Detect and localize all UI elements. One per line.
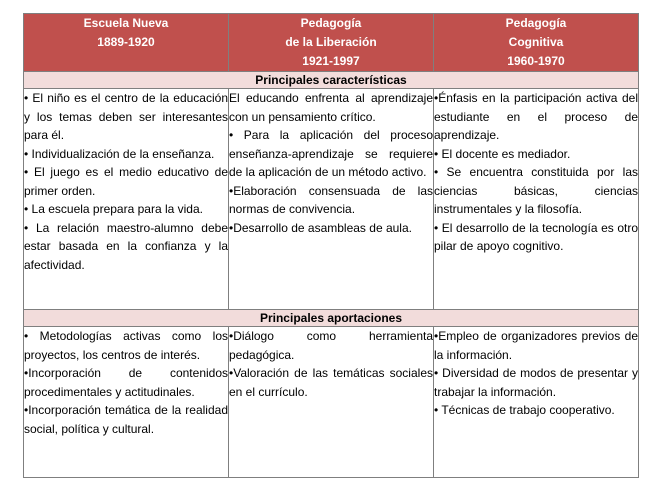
section-title-characteristics: Principales características	[24, 72, 639, 89]
column-header-title: Pedagogía	[300, 16, 362, 30]
column-header-years: 1960-1970	[507, 54, 565, 68]
list-item: El educando enfrenta al aprendizaje con un pensamiento crítico.	[229, 91, 433, 124]
list-item: •Valoración de las temáticas sociales en el currículo.	[229, 366, 433, 399]
column-header-title: Escuela Nueva	[83, 16, 169, 30]
characteristics-row	[24, 89, 639, 310]
contributions-cell-liberacion	[229, 327, 434, 478]
list-item: •Diálogo como herramienta pedagógica.	[229, 329, 433, 362]
list-item: •Empleo de organizadores previos de la información.	[434, 329, 638, 362]
list-item: • Se encuentra constituida por las ciencias básicas, ciencias instrumentales y la filosofía.	[434, 165, 638, 216]
list-item: • El niño es el centro de la educación y los temas deben ser interesantes para él.	[24, 91, 228, 142]
list-item: • Diversidad de modos de presentar y trabajar la información.	[434, 366, 638, 399]
column-header-pedagogia-cognitiva	[434, 14, 639, 72]
list-item: •Énfasis en la participación activa del estudiante en el proceso de aprendizaje.	[434, 91, 638, 142]
list-item: • El juego es el medio educativo de primer orden.	[24, 165, 228, 198]
characteristics-cell-escuela-nueva	[24, 89, 229, 310]
column-header-pedagogia-liberacion	[229, 14, 434, 72]
section-title-contributions: Principales aportaciones	[24, 310, 639, 327]
list-item: •Incorporación temática de la realidad social, política y cultural.	[24, 403, 228, 436]
column-header-years: 1921-1997	[302, 54, 360, 68]
list-item: • La escuela prepara para la vida.	[24, 202, 203, 216]
list-item: •Elaboración consensuada de las normas de convivencia.	[229, 183, 433, 216]
list-item: •Desarrollo de asambleas de aula.	[229, 220, 412, 235]
column-header-subtitle: de la Liberación	[285, 35, 377, 49]
characteristics-cell-liberacion	[229, 89, 434, 310]
contributions-cell-escuela-nueva	[24, 327, 229, 478]
list-item: • El desarrollo de la tecnología es otro pilar de apoyo cognitivo.	[434, 220, 638, 253]
list-item: • Individualización de la enseñanza.	[24, 146, 215, 161]
column-header-subtitle: Cognitiva	[508, 35, 564, 49]
characteristics-cell-cognitiva	[434, 89, 639, 310]
list-item: • Para la aplicación del proceso enseñanza-aprendizaje se requiere de la aplicación de un método activo.	[229, 128, 433, 179]
section-row-contributions	[24, 310, 639, 327]
comparison-table	[23, 13, 639, 478]
header-row	[24, 14, 639, 72]
list-item: • El docente es mediador.	[434, 146, 571, 161]
column-header-escuela-nueva	[24, 14, 229, 72]
contributions-cell-cognitiva	[434, 327, 639, 478]
list-item: • La relación maestro-alumno debe estar basada en la confianza y la afectividad.	[24, 220, 228, 272]
list-item: •Incorporación de contenidos procedimentales y actitudinales.	[24, 366, 228, 399]
list-item: • Metodologías activas como los proyectos, los centros de interés.	[24, 329, 228, 362]
contributions-row	[24, 327, 639, 478]
list-item: • Técnicas de trabajo cooperativo.	[434, 403, 615, 417]
column-header-years: 1889-1920	[97, 35, 155, 49]
section-row-characteristics	[24, 72, 639, 89]
column-header-title: Pedagogía	[505, 16, 567, 30]
